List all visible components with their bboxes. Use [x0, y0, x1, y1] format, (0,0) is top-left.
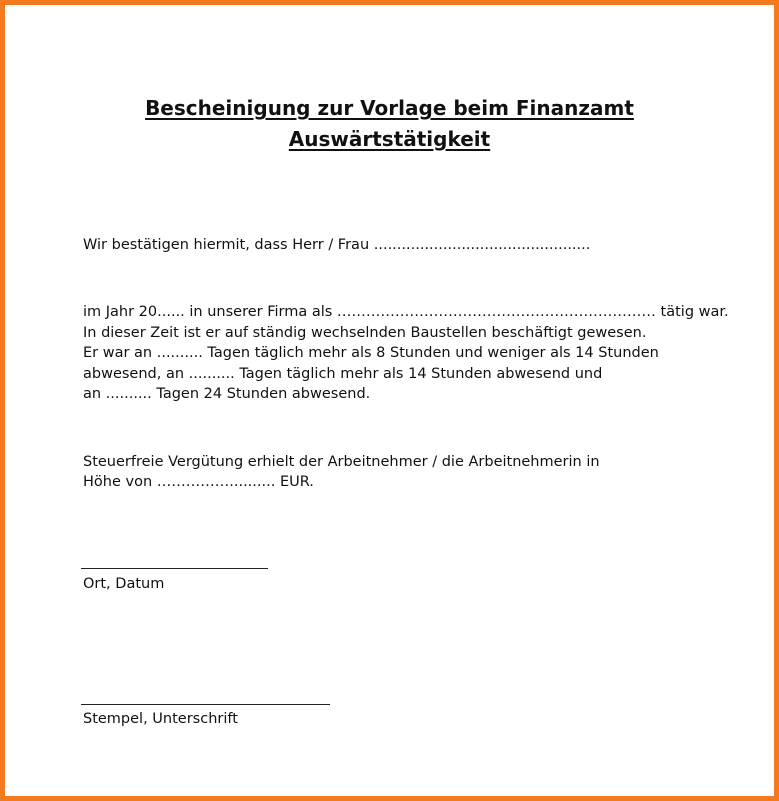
compensation-amount-line: Höhe von …………….......... EUR. — [83, 474, 314, 490]
document-title: Bescheinigung zur Vorlage beim Finanzamt — [145, 96, 634, 120]
document-subtitle: Auswärtstätigkeit — [288, 127, 491, 151]
absence-days-line-1: Er war an .......... Tagen täglich mehr als 8 Stunden und weniger als 14 Stunden — [83, 345, 659, 361]
stamp-signature-label: Stempel, Unterschrift — [83, 711, 238, 727]
absence-days-line-2: abwesend, an .......... Tagen täglich mehr als 14 Stunden abwesend und — [83, 366, 603, 382]
place-date-label: Ort, Datum — [83, 576, 165, 592]
construction-sites-line: In dieser Zeit ist er auf ständig wechselnden Baustellen beschäftigt gewesen. — [83, 325, 647, 341]
tax-free-compensation-line: Steuerfreie Vergütung erhielt der Arbeitnehmer / die Arbeitnehmerin in — [83, 454, 600, 470]
employment-line: im Jahr 20...... in unserer Firma als ………………………………………………………… tätig war. — [83, 304, 729, 320]
stamp-signature-line — [81, 704, 330, 705]
confirmation-line: Wir bestätigen hiermit, dass Herr / Frau ............................................... — [83, 237, 591, 253]
absence-days-line-3: an .......... Tagen 24 Stunden abwesend. — [83, 386, 371, 402]
place-date-signature-line — [81, 568, 268, 569]
